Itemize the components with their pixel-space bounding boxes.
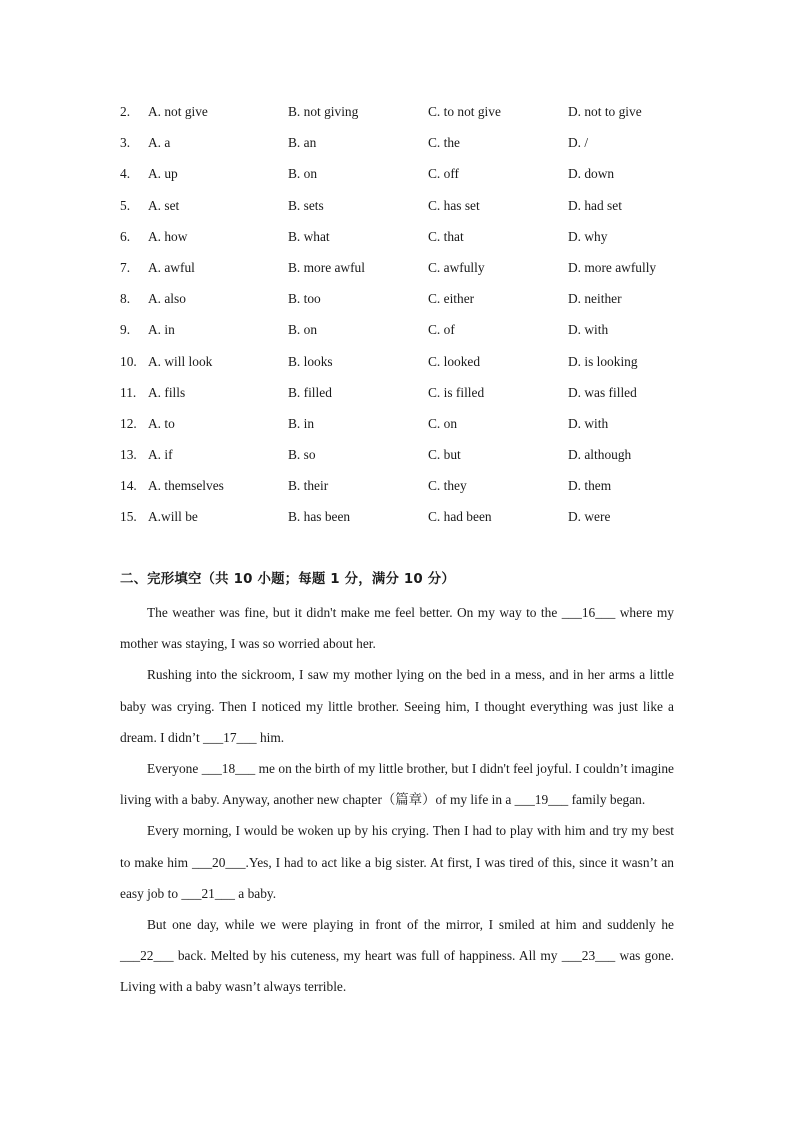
question-number: 3. <box>120 135 131 151</box>
option-d: D. more awfully <box>568 259 657 275</box>
option-a: A. to <box>148 415 175 431</box>
option-b: B. not giving <box>288 104 359 119</box>
option-b: B. what <box>288 228 330 244</box>
option-b: B. on <box>288 166 318 182</box>
option-b: B. in <box>288 415 315 431</box>
question-row <box>120 226 680 257</box>
question-number: 15. <box>120 509 137 525</box>
question-row <box>120 351 680 382</box>
question-row <box>120 288 680 319</box>
option-c: C. they <box>428 478 467 494</box>
question-number: 9. <box>120 322 131 338</box>
option-b: B. has been <box>288 509 351 525</box>
passage-paragraph: Rushing into the sickroom, I saw my mother lying on the bed in a mess, and in her arms a little baby was crying. Then I noticed my little brother. Seeing him, I thought everything was just like a dream. I didn’t ___17___ him. <box>120 667 674 745</box>
option-d: D. down <box>568 166 615 182</box>
option-b: B. sets <box>288 197 324 213</box>
question-number: 13. <box>120 447 137 463</box>
option-c: C. has set <box>428 197 480 213</box>
option-b: B. an <box>288 135 317 151</box>
question-number: 5. <box>120 197 131 213</box>
option-d: D. were <box>568 509 611 525</box>
question-row <box>120 475 680 506</box>
question-row <box>120 132 680 163</box>
question-number: 11. <box>120 384 137 400</box>
option-a: A. awful <box>148 259 195 275</box>
option-b: B. on <box>288 322 318 338</box>
option-b: B. so <box>288 447 316 463</box>
option-d: D. / <box>568 135 589 151</box>
option-c: C. off <box>428 166 459 182</box>
option-c: C. looked <box>428 353 481 369</box>
option-a: A. how <box>148 228 188 244</box>
question-row <box>120 257 680 288</box>
question-row <box>120 101 680 132</box>
option-d: D. with <box>568 322 609 338</box>
passage-paragraph: The weather was fine, but it didn't make me feel better. On my way to the ___16___ where my mother was staying, I was so worried about her. <box>120 605 674 652</box>
option-a: A. fills <box>148 384 186 400</box>
option-a: A. set <box>148 197 180 213</box>
option-c: C. awfully <box>428 259 485 275</box>
option-d: D. although <box>568 447 632 463</box>
option-c: C. either <box>428 291 475 307</box>
question-row <box>120 506 680 537</box>
question-row <box>120 413 680 444</box>
question-number: 4. <box>120 166 131 182</box>
option-a: A. themselves <box>148 478 224 494</box>
option-d: D. had set <box>568 197 622 213</box>
option-a: A. also <box>148 291 186 307</box>
option-d: D. why <box>568 228 608 244</box>
option-c: C. on <box>428 415 458 431</box>
option-c: C. the <box>428 135 460 151</box>
option-c: C. that <box>428 228 464 244</box>
question-row <box>120 195 680 226</box>
option-b: B. too <box>288 291 321 307</box>
option-c: C. is filled <box>428 384 485 400</box>
option-a: A. in <box>148 322 175 338</box>
question-row <box>120 382 680 413</box>
question-number: 2. <box>120 104 131 119</box>
option-d: D. not to give <box>568 104 642 119</box>
option-b: B. looks <box>288 353 333 369</box>
question-number: 10. <box>120 353 137 369</box>
option-d: D. is looking <box>568 353 638 369</box>
question-row <box>120 444 680 475</box>
option-a: A. not give <box>148 104 208 119</box>
option-c: C. of <box>428 322 455 338</box>
cloze-passage <box>120 597 674 1003</box>
option-c: C. had been <box>428 509 492 525</box>
multiple-choice-options <box>120 101 680 538</box>
option-a: A. if <box>148 447 173 463</box>
option-c: C. to not give <box>428 104 501 119</box>
question-number: 6. <box>120 228 131 244</box>
section-heading-cloze: 二、完形填空（共 10 小题；每题 1 分，满分 10 分） <box>120 572 455 587</box>
option-a: A. a <box>148 135 171 151</box>
question-number: 7. <box>120 259 131 275</box>
option-d: D. neither <box>568 291 622 307</box>
option-c: C. but <box>428 447 461 463</box>
option-a: A. will look <box>148 353 213 369</box>
question-number: 8. <box>120 291 131 307</box>
question-number: 14. <box>120 478 137 494</box>
option-b: B. their <box>288 478 329 494</box>
passage-paragraph: But one day, while we were playing in front of the mirror, I smiled at him and suddenly he ___22___ back. Melted by his cuteness, my heart was full of happiness. All my ___23___ was gone. Living with a baby wasn’t always terrible. <box>120 917 674 995</box>
option-b: B. filled <box>288 384 332 400</box>
option-a: A. up <box>148 166 178 182</box>
question-row <box>120 163 680 194</box>
option-d: D. was filled <box>568 384 637 400</box>
passage-paragraph: Everyone ___18___ me on the birth of my little brother, but I didn't feel joyful. I couldn’t imagine living with a baby. Anyway, another new chapter（篇章）of my life in a ___19___ family began. <box>120 761 674 808</box>
question-row <box>120 319 680 350</box>
option-d: D. with <box>568 415 609 431</box>
passage-paragraph: Every morning, I would be woken up by his crying. Then I had to play with him and try my best to make him ___20___.Yes, I had to act like a big sister. At first, I was tired of this, since it wasn’t an easy job to ___21___ a baby. <box>120 823 674 901</box>
question-number: 12. <box>120 415 137 431</box>
option-b: B. more awful <box>288 259 365 275</box>
option-a: A.will be <box>148 509 198 525</box>
option-d: D. them <box>568 478 612 494</box>
